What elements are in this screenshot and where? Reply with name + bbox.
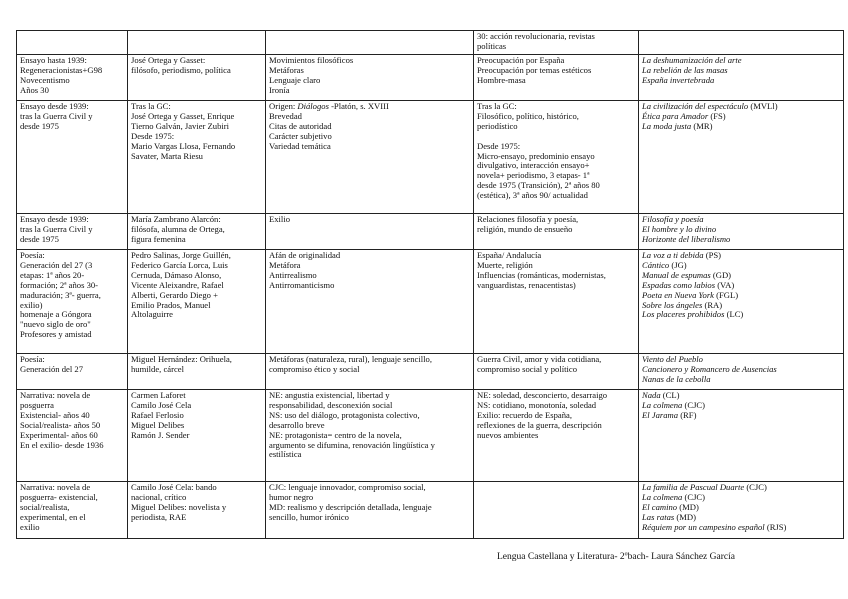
- table-row: [17, 250, 844, 354]
- text-line: desde 1975: [20, 120, 59, 131]
- work-title: Réquiem por un campesino español: [642, 521, 765, 532]
- text-line: homenaje a Góngora: [20, 309, 92, 320]
- work-title: Filosofía y poesía: [642, 214, 704, 224]
- text-line: posguerra: [20, 399, 54, 410]
- text-line: filósofo, periodismo, política: [131, 64, 231, 75]
- cell-genre: [17, 55, 128, 101]
- text-line: Ironía: [269, 84, 290, 95]
- text-line: desde 1975: [20, 233, 59, 244]
- cell-works: [639, 101, 844, 214]
- cell-genre: [17, 482, 128, 539]
- origin-title: Diálogos: [297, 101, 329, 111]
- text-line: Preocupación por temas estéticos: [477, 64, 592, 75]
- cell-authors: [128, 354, 266, 390]
- cell-genre: [17, 390, 128, 482]
- cell-features: [266, 354, 474, 390]
- text-line: Social/realista- años 50: [20, 419, 101, 430]
- text-line: Ramón J. Sender: [131, 429, 190, 440]
- cell-features: [266, 101, 474, 214]
- text-line: Antirromanticismo: [269, 279, 335, 290]
- text-line: experimental, en el: [20, 511, 86, 522]
- work-title: Nanas de la cebolla: [642, 373, 711, 384]
- work-title: Las ratas: [642, 511, 675, 522]
- cell-themes: [474, 55, 639, 101]
- cell-works: [639, 250, 844, 354]
- text-line: Afán de originalidad: [269, 250, 341, 260]
- text-line: Tierno Galván, Javier Zubiri: [131, 120, 230, 131]
- work-author: (FGL): [714, 289, 739, 300]
- cell-works: [639, 354, 844, 390]
- work-title: La colmena: [642, 399, 683, 410]
- text-line: Pedro Salinas, Jorge Guillén,: [131, 250, 231, 260]
- text-line: María Zambrano Alarcón:: [131, 214, 221, 224]
- work-title: Los placeres prohibidos: [642, 309, 725, 320]
- text-line: Preocupación por España: [477, 55, 565, 65]
- text-line: Guerra Civil, amor y vida cotidiana,: [477, 354, 602, 364]
- text-line: Influencias (románticas, modernistas,: [477, 269, 606, 280]
- text-line: NE: protagonista= centro de la novela,: [269, 429, 402, 440]
- cell-features: [266, 214, 474, 250]
- cell-features: [266, 482, 474, 539]
- cell-authors: [128, 214, 266, 250]
- text-line: periodístico: [477, 120, 518, 131]
- text-line: novela+ periodismo, 3 etapas- 1ª: [477, 170, 590, 181]
- text-line: Ensayo desde 1939:: [20, 101, 89, 111]
- text-line: religión, mundo de ensueño: [477, 223, 573, 234]
- cell-works: [639, 55, 844, 101]
- table-row: [17, 31, 844, 55]
- table-row: [17, 214, 844, 250]
- text-line: Muerte, religión: [477, 259, 533, 270]
- text-line: Poesía:: [20, 250, 45, 260]
- work-title: La moda justa: [642, 120, 692, 131]
- cell-genre: [17, 214, 128, 250]
- cell-features: [266, 250, 474, 354]
- text-line: Mario Vargas Llosa, Fernando: [131, 140, 236, 151]
- text-line: Miguel Hernández: Orihuela,: [131, 354, 232, 364]
- work-line: [642, 411, 840, 421]
- work-author: (RF): [678, 409, 697, 420]
- cell-authors: [128, 31, 266, 55]
- text-line: Alberti, Gerardo Diego +: [131, 289, 218, 300]
- literature-table: [16, 30, 844, 539]
- text-line: Citas de autoridad: [269, 120, 332, 131]
- text-line: compromiso social y político: [477, 363, 578, 374]
- cell-genre: [17, 101, 128, 214]
- work-author: (FS): [708, 110, 726, 121]
- origin-prefix: Origen:: [269, 101, 298, 111]
- work-title: La colmena: [642, 491, 683, 502]
- text-line: Ensayo hasta 1939:: [20, 55, 87, 65]
- text-line: Hombre-masa: [477, 74, 526, 85]
- text-line: maduración; 3ª- guerra,: [20, 289, 101, 300]
- text-line: MD: realismo y descripción detallada, lenguaje: [269, 501, 432, 512]
- cell-themes: [474, 354, 639, 390]
- work-title: Ética para Amador: [642, 110, 709, 121]
- text-line: tras la Guerra Civil y: [20, 110, 93, 121]
- text-line: Altolaguirre: [131, 309, 173, 320]
- text-line: José Ortega y Gasset:: [131, 55, 206, 65]
- text-line: Federico García Lorca, Luis: [131, 259, 228, 270]
- work-author: (GD): [710, 269, 732, 280]
- text-line: filósofa, alumna de Ortega,: [131, 223, 225, 234]
- text-line: posguerra- existencial,: [20, 491, 98, 502]
- text-line: sencillo, humor irónico: [269, 511, 349, 522]
- text-line: Experimental- años 60: [20, 429, 98, 440]
- text-line: Micro-ensayo, predominio ensayo: [477, 150, 595, 161]
- cell-authors: [128, 55, 266, 101]
- text-line: divulgativo, interacción ensayo+: [477, 160, 590, 171]
- cell-themes: [474, 31, 639, 55]
- text-line: NE: soledad, desconcierto, desarraigo: [477, 390, 608, 400]
- page-footer: Lengua Castellana y Literatura- 2ºbach- Laura Sánchez García: [497, 552, 735, 562]
- text-line: España/ Andalucía: [477, 250, 542, 260]
- text-line: humor negro: [269, 491, 314, 502]
- cell-works: [639, 482, 844, 539]
- text-line: Regeneracionistas+G98: [20, 64, 103, 75]
- work-title: Cántico: [642, 259, 670, 270]
- text-line: Relaciones filosofía y poesía,: [477, 214, 579, 224]
- work-title: La deshumanización del arte: [642, 55, 742, 65]
- text-line: NS: uso del diálogo, protagonista colectivo,: [269, 409, 420, 420]
- text-line: vanguardistas, renacentistas): [477, 279, 576, 290]
- cell-themes: [474, 250, 639, 354]
- text-line: Movimientos filosóficos: [269, 55, 354, 65]
- text-line: periodista, RAE: [131, 511, 187, 522]
- text-line: exilio: [20, 521, 40, 532]
- text-line: NE: angustia existencial, libertad y: [269, 390, 390, 400]
- work-title: España invertebrada: [642, 74, 715, 85]
- work-line: [642, 523, 840, 533]
- work-author: (CJC): [744, 482, 767, 492]
- text-line: Savater, Marta Riesu: [131, 150, 203, 161]
- work-title: La civilización del espectáculo: [642, 101, 749, 111]
- text-line: argumento se difumina, renovación lingüística y: [269, 439, 435, 450]
- text-line: Brevedad: [269, 110, 302, 121]
- text-line: Tras la GC:: [477, 101, 517, 111]
- text-line: tras la Guerra Civil y: [20, 223, 93, 234]
- text-line: Desde 1975:: [131, 130, 175, 141]
- text-line: Carácter subjetivo: [269, 130, 332, 141]
- text-line: exilio): [20, 299, 43, 310]
- text-line: Desde 1975:: [477, 140, 521, 151]
- text-line: Metáforas: [269, 64, 304, 75]
- work-title: El camino: [642, 501, 678, 512]
- text-line: Emilio Prados, Manuel: [131, 299, 211, 310]
- text-line: Lenguaje claro: [269, 74, 321, 85]
- work-author: (CJC): [682, 491, 706, 502]
- text-line: Narrativa: novela de: [20, 390, 91, 400]
- cell-authors: [128, 250, 266, 354]
- work-title: Poeta en Nueva York: [642, 289, 715, 300]
- text-line: nacional, crítico: [131, 491, 187, 502]
- text-line: Carmen Laforet: [131, 390, 186, 400]
- cell-authors: [128, 101, 266, 214]
- text-line: Miguel Delibes: novelista y: [131, 501, 227, 512]
- work-author: (VA): [715, 279, 735, 290]
- work-author: (MD): [677, 501, 699, 512]
- text-line: responsabilidad, desconexión social: [269, 399, 393, 410]
- cell-genre: [17, 31, 128, 55]
- text-line: compromiso ético y social: [269, 363, 360, 374]
- cell-works: [639, 214, 844, 250]
- text-line: Ensayo desde 1939:: [20, 214, 89, 224]
- text-line: Miguel Delibes: [131, 419, 185, 430]
- text-line: formación; 2ª años 30-: [20, 279, 99, 290]
- work-title: La rebelión de las masas: [642, 64, 728, 75]
- work-title: La familia de Pascual Duarte: [642, 482, 745, 492]
- text-line: social/realista,: [20, 501, 70, 512]
- text-line: desarrollo breve: [269, 419, 325, 430]
- work-title: Manual de espumas: [642, 269, 711, 280]
- text-line: Existencial- años 40: [20, 409, 90, 420]
- work-author: (MVLl): [748, 101, 778, 111]
- text-line: desde 1975 (Transición), 2ª años 80: [477, 180, 600, 191]
- text-line: Exilio: [269, 214, 291, 224]
- cell-genre: [17, 354, 128, 390]
- work-author: (MR): [691, 120, 713, 131]
- table-row: [17, 482, 844, 539]
- text-line: Generación del 27 (3: [20, 259, 93, 270]
- text-line: Generación del 27: [20, 363, 83, 374]
- text-line: Cernuda, Dámaso Alonso,: [131, 269, 222, 280]
- text-line: Tras la GC:: [131, 101, 171, 111]
- text-line: reflexiones de la guerra, descripción: [477, 419, 602, 430]
- text-line: Camilo José Cela: bando: [131, 482, 217, 492]
- cell-themes: [474, 214, 639, 250]
- text-line: 30: acción revolucionaria, revistas: [477, 31, 595, 41]
- table-row: [17, 55, 844, 101]
- work-author: (CL): [660, 390, 680, 400]
- cell-authors: [128, 390, 266, 482]
- work-title: El Jarama: [642, 409, 679, 420]
- origin-suffix: -Platón, s. XVIII: [328, 101, 389, 111]
- text-line: estilística: [269, 449, 302, 460]
- text-line: Profesores y amistad: [20, 329, 92, 340]
- table-row: [17, 354, 844, 390]
- work-author: (RA): [702, 299, 723, 310]
- text-line: Años 30: [20, 84, 49, 95]
- table-row: [17, 390, 844, 482]
- text-line: Rafael Ferlosio: [131, 409, 184, 420]
- cell-genre: [17, 250, 128, 354]
- cell-features: [266, 390, 474, 482]
- text-line: políticas: [477, 40, 507, 51]
- work-title: Nada: [642, 390, 661, 400]
- cell-features: [266, 31, 474, 55]
- cell-features: [266, 55, 474, 101]
- work-title: Sobre los ángeles: [642, 299, 703, 310]
- work-title: Espadas como labios: [642, 279, 716, 290]
- text-line: nuevos ambientes: [477, 429, 539, 440]
- work-line: [642, 122, 840, 132]
- text-line: Filosófico, político, histórico,: [477, 110, 579, 121]
- work-line: [642, 310, 840, 320]
- text-line: Antirrealismo: [269, 269, 317, 280]
- text-line: Variedad temática: [269, 140, 331, 151]
- text-line: (estética), 3ª años 90/ actualidad: [477, 190, 588, 201]
- cell-themes: [474, 101, 639, 214]
- cell-works: [639, 31, 844, 55]
- work-author: (JG): [669, 259, 687, 270]
- work-author: (PS): [703, 250, 722, 260]
- text-line: Vicente Aleixandre, Rafael: [131, 279, 224, 290]
- text-line: Camilo José Cela: [131, 399, 192, 410]
- work-author: (LC): [724, 309, 744, 320]
- text-line: Novecentismo: [20, 74, 70, 85]
- work-author: (CJC): [682, 399, 706, 410]
- work-author: (MD): [674, 511, 696, 522]
- text-line: Metáfora: [269, 259, 301, 270]
- work-title: Cancionero y Romancero de Ausencias: [642, 363, 777, 374]
- table-row: [17, 101, 844, 214]
- work-title: La voz a ti debida: [642, 250, 704, 260]
- cell-themes: [474, 482, 639, 539]
- text-line: Poesía:: [20, 354, 45, 364]
- text-line: Metáforas (naturaleza, rural), lenguaje sencillo,: [269, 354, 432, 364]
- work-title: Viento del Pueblo: [642, 354, 703, 364]
- text-line: Exilio: recuerdo de España,: [477, 409, 572, 420]
- text-line: Narrativa: novela de: [20, 482, 91, 492]
- cell-authors: [128, 482, 266, 539]
- text-line: humilde, cárcel: [131, 363, 184, 374]
- text-line: NS: cotidiano, monotonía, soledad: [477, 399, 597, 410]
- text-line: etapas: 1ª años 20-: [20, 269, 85, 280]
- text-line: CJC: lenguaje innovador, compromiso social,: [269, 482, 426, 492]
- work-author: (RJS): [764, 521, 787, 532]
- text-line: "nuevo siglo de oro": [20, 319, 91, 330]
- text-line: figura femenina: [131, 233, 186, 244]
- work-title: El hombre y lo divino: [642, 223, 717, 234]
- work-title: Horizonte del liberalismo: [642, 233, 731, 244]
- text-line: José Ortega y Gasset, Enrique: [131, 110, 235, 121]
- cell-themes: [474, 390, 639, 482]
- cell-works: [639, 390, 844, 482]
- text-line: En el exilio- desde 1936: [20, 439, 104, 450]
